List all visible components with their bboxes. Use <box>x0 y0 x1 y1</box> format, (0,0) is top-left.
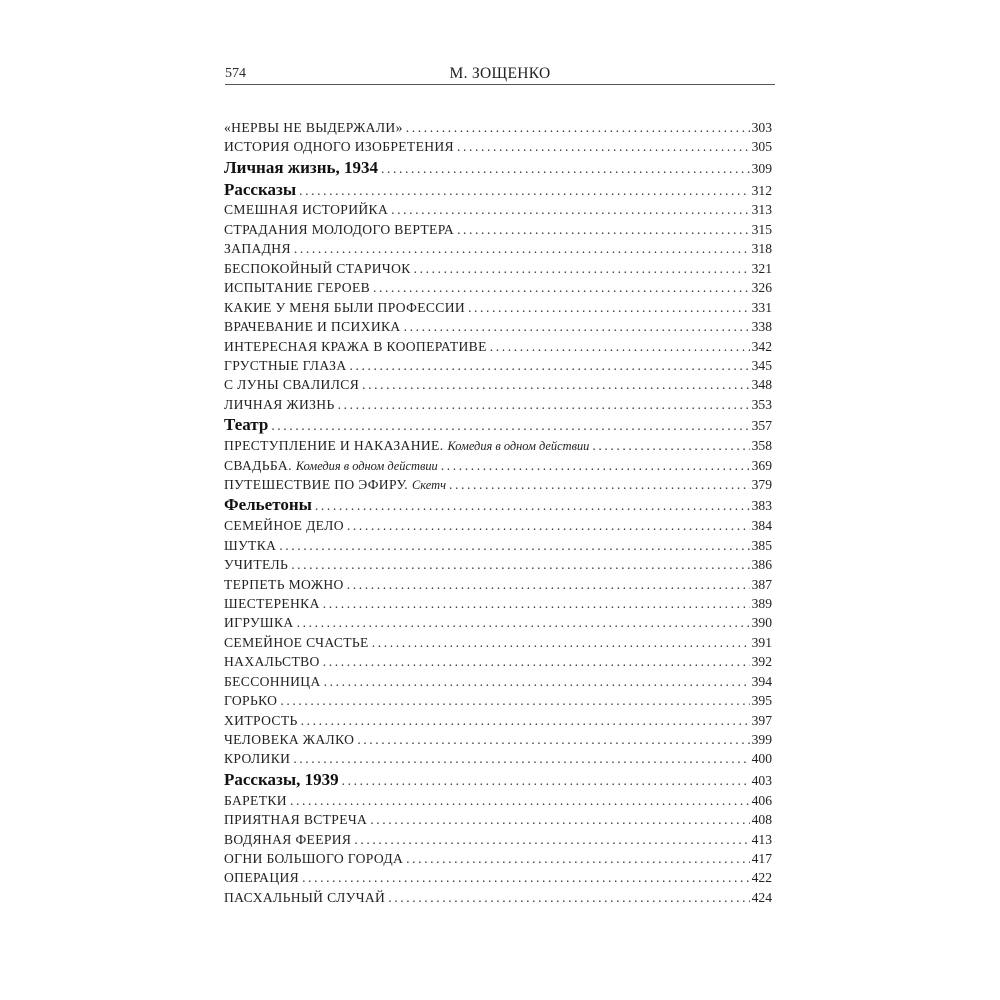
dot-leader <box>301 711 750 730</box>
toc-entry-title-text: Фельетоны <box>224 495 312 515</box>
dot-leader <box>280 691 749 710</box>
dot-leader <box>370 810 749 829</box>
dot-leader <box>457 137 750 156</box>
toc-entry-title-text: СМЕШНАЯ ИСТОРИЙКА <box>224 202 389 218</box>
toc-entry-page: 348 <box>751 377 772 393</box>
toc-entry-page: 391 <box>751 634 772 650</box>
toc-entry-title-text: ОГНИ БОЛЬШОГО ГОРОДА <box>224 850 404 866</box>
toc-entry-title <box>224 849 403 868</box>
toc-entry <box>224 278 772 297</box>
toc-entry-title-text: СЕМЕЙНОЕ СЧАСТЬЕ <box>224 634 369 650</box>
toc-entry-title <box>224 730 354 749</box>
toc-entry-page: 417 <box>751 850 772 866</box>
toc-entry-title <box>224 810 367 829</box>
toc-entry-title-text: ПРИЯТНАЯ ВСТРЕЧА <box>224 812 368 828</box>
toc-entry-page: 342 <box>751 338 772 354</box>
toc-entry-title <box>224 868 299 887</box>
dot-leader <box>271 415 749 436</box>
toc-entry-title-text: Рассказы, 1939 <box>224 769 339 789</box>
toc-entry-title-text: СЕМЕЙНОЕ ДЕЛО <box>224 518 344 534</box>
dot-leader <box>354 830 749 849</box>
toc-entry-page: 395 <box>751 693 772 709</box>
toc-entry-title <box>224 575 344 594</box>
dot-leader <box>592 436 749 455</box>
dot-leader <box>347 516 750 535</box>
toc-entry-title <box>224 888 385 907</box>
toc-entry-page: 379 <box>751 476 772 492</box>
toc-entry <box>224 691 772 710</box>
toc-entry-page: 313 <box>751 202 772 218</box>
toc-entry-title <box>224 691 277 710</box>
dot-leader <box>324 672 750 691</box>
toc-entry-title-text: ЗАПАДНЯ <box>224 241 291 257</box>
dot-leader <box>468 298 750 317</box>
toc-entry-title <box>224 456 438 475</box>
toc-entry-title <box>224 259 411 278</box>
toc-entry-title <box>224 555 288 574</box>
toc-entry-page: 424 <box>751 889 772 905</box>
toc-entry-title-text: ЧЕЛОВЕКА ЖАЛКО <box>224 732 355 747</box>
toc-entry <box>224 456 772 475</box>
toc-entry-title <box>224 830 351 849</box>
toc-entry-title-text: СТРАДАНИЯ МОЛОДОГО ВЕРТЕРА <box>224 221 455 237</box>
toc-entry-title-text: ИНТЕРЕСНАЯ КРАЖА В КООПЕРАТИВЕ <box>224 338 487 354</box>
toc-entry <box>224 436 772 455</box>
toc-entry <box>224 475 772 494</box>
toc-entry <box>224 791 772 810</box>
toc-entry-title <box>224 157 378 179</box>
toc-entry-title-text: КАКИЕ У МЕНЯ БЫЛИ ПРОФЕССИИ <box>224 299 466 315</box>
toc-entry-title-text: ВОДЯНАЯ ФЕЕРИЯ <box>224 831 352 847</box>
toc-entry-title-text: Личная жизнь, 1934 <box>224 157 379 177</box>
toc-entry-title <box>224 652 320 671</box>
toc-entry-title <box>224 395 335 414</box>
toc-entry-page: 422 <box>751 870 772 886</box>
toc-entry-title <box>224 475 446 494</box>
toc-entry-page: 315 <box>751 221 772 237</box>
dot-leader <box>490 337 750 356</box>
toc-entry <box>224 672 772 691</box>
toc-entry-page: 392 <box>751 654 772 670</box>
toc-entry <box>224 137 772 156</box>
toc-entry-subtitle: Комедия в одном действии <box>295 458 438 473</box>
dot-leader <box>391 200 749 219</box>
toc-entry-title-text: БАРЕТКИ <box>224 792 287 808</box>
toc-entry-title <box>224 414 268 436</box>
toc-entry-title-text: ШУТКА <box>224 537 277 553</box>
toc-entry <box>224 118 772 137</box>
dot-leader <box>347 575 750 594</box>
toc-entry-title-text: ПАСХАЛЬНЫЙ СЛУЧАЙ <box>224 889 386 905</box>
toc-entry-page: 406 <box>751 792 772 808</box>
dot-leader <box>299 180 749 201</box>
running-head <box>225 64 775 84</box>
dot-leader <box>406 849 749 868</box>
dot-leader <box>449 475 750 494</box>
toc-section-heading <box>224 769 772 791</box>
toc-entry-title-text: ТЕРПЕТЬ МОЖНО <box>224 576 344 592</box>
toc-entry-title <box>224 436 589 455</box>
toc-entry-title-text: ИГРУШКА <box>224 615 294 631</box>
toc-entry-page: 399 <box>751 732 772 747</box>
dot-leader <box>362 375 749 394</box>
dot-leader <box>357 730 749 749</box>
page-number: 574 <box>225 66 246 81</box>
toc-entry-page: 389 <box>751 595 772 611</box>
toc-entry-title-text: ИСТОРИЯ ОДНОГО ИЗОБРЕТЕНИЯ <box>224 139 454 155</box>
toc-entry-page: 303 <box>751 120 772 135</box>
toc-entry-title-text: НАХАЛЬСТВО <box>224 654 320 670</box>
toc-entry <box>224 575 772 594</box>
toc-entry-title-text: СВАДЬБА. <box>224 457 292 473</box>
toc-section-heading <box>224 179 772 201</box>
toc-section-heading <box>224 157 772 179</box>
toc-entry <box>224 730 772 749</box>
toc-entry-title <box>224 516 344 535</box>
toc-entry-page: 369 <box>751 457 772 473</box>
toc-entry-title-text: ПУТЕШЕСТВИЕ ПО ЭФИРУ. <box>224 476 409 492</box>
toc-entry <box>224 298 772 317</box>
toc-entry-title <box>224 791 287 810</box>
toc-entry-title-text: ЛИЧНАЯ ЖИЗНЬ <box>224 396 335 412</box>
dot-leader <box>279 536 749 555</box>
toc-entry-title <box>224 337 487 356</box>
dot-leader <box>323 594 750 613</box>
toc-entry-title <box>224 118 403 137</box>
toc-entry-page: 397 <box>751 712 772 728</box>
toc-entry <box>224 555 772 574</box>
dot-leader <box>388 888 749 907</box>
toc-entry-title <box>224 711 298 730</box>
toc-entry-title <box>224 137 454 156</box>
toc-entry-title-text: КРОЛИКИ <box>224 751 291 767</box>
toc-entry-page: 358 <box>751 438 772 454</box>
dot-leader <box>294 239 750 258</box>
toc-entry-title <box>224 494 312 516</box>
toc-entry-title-text: ВРАЧЕВАНИЕ И ПСИХИКА <box>224 319 401 335</box>
toc-entry-title-text: Рассказы <box>224 179 297 199</box>
running-head-author: М. ЗОЩЕНКО <box>449 65 551 82</box>
toc-entry-title-text: С ЛУНЫ СВАЛИЛСЯ <box>224 377 360 393</box>
toc-entry-page: 384 <box>751 518 772 534</box>
dot-leader <box>372 633 750 652</box>
dot-leader <box>342 770 750 791</box>
toc-entry-page: 386 <box>751 557 772 573</box>
toc-entry-page: 383 <box>751 498 772 514</box>
toc-entry-title <box>224 179 296 201</box>
dot-leader <box>381 158 750 179</box>
toc-entry-title <box>224 672 321 691</box>
toc-entry <box>224 594 772 613</box>
toc-entry-title <box>224 220 454 239</box>
toc-entry-page: 394 <box>751 673 772 689</box>
toc-entry <box>224 633 772 652</box>
dot-leader <box>315 495 750 516</box>
toc-entry-page: 326 <box>751 280 772 296</box>
toc-entry-title-text: ГОРЬКО <box>224 693 278 709</box>
dot-leader <box>414 259 750 278</box>
toc-entry-title-text: ИСПЫТАНИЕ ГЕРОЕВ <box>224 280 371 296</box>
toc-entry-page: 385 <box>751 537 772 553</box>
toc-entry-page: 338 <box>751 319 772 335</box>
toc-entry <box>224 220 772 239</box>
toc-entry-title-text: ОПЕРАЦИЯ <box>224 870 300 886</box>
toc-entry-title-text: БЕСПОКОЙНЫЙ СТАРИЧОК <box>224 260 411 276</box>
dot-leader <box>338 395 750 414</box>
toc-entry-page: 312 <box>751 182 772 198</box>
toc-entry-title <box>224 594 320 613</box>
toc-entry-title-text: БЕССОННИЦА <box>224 673 321 689</box>
dot-leader <box>297 613 750 632</box>
toc-entry-title <box>224 749 290 768</box>
toc-entry <box>224 888 772 907</box>
toc-entry-page: 357 <box>751 418 772 434</box>
dot-leader <box>441 456 750 475</box>
toc-entry-title-text: УЧИТЕЛЬ <box>224 557 289 573</box>
toc-entry-title-text: ГРУСТНЫЕ ГЛАЗА <box>224 357 347 373</box>
toc-entry <box>224 200 772 219</box>
toc-entry-title-text: ХИТРОСТЬ <box>224 712 298 728</box>
toc-entry <box>224 849 772 868</box>
toc-entry-page: 331 <box>751 299 772 315</box>
toc-entry-title <box>224 356 347 375</box>
toc-entry-page: 321 <box>751 260 772 276</box>
dot-leader <box>373 278 750 297</box>
toc-entry <box>224 375 772 394</box>
dot-leader <box>290 791 750 810</box>
header-rule <box>225 84 775 85</box>
toc-entry-title-text: ПРЕСТУПЛЕНИЕ И НАКАЗАНИЕ. <box>224 438 444 454</box>
toc-entry-subtitle: Комедия в одном действии <box>447 439 590 454</box>
toc-entry-page: 400 <box>751 751 772 767</box>
dot-leader <box>323 652 750 671</box>
toc-entry-title <box>224 239 291 258</box>
toc-entry-title-text: «НЕРВЫ НЕ ВЫДЕРЖАЛИ» <box>224 120 403 135</box>
toc-entry <box>224 516 772 535</box>
toc-entry-title <box>224 200 388 219</box>
toc-entry <box>224 868 772 887</box>
toc-entry <box>224 652 772 671</box>
toc-entry-title <box>224 278 370 297</box>
dot-leader <box>302 868 750 887</box>
toc-entry <box>224 317 772 336</box>
toc-entry-page: 408 <box>751 812 772 828</box>
toc-entry <box>224 749 772 768</box>
toc-entry-page: 403 <box>751 772 772 788</box>
toc-entry-page: 353 <box>751 396 772 412</box>
dot-leader <box>291 555 749 574</box>
toc-entry-title <box>224 613 294 632</box>
table-of-contents <box>224 118 772 907</box>
toc-entry <box>224 830 772 849</box>
toc-entry-title <box>224 375 359 394</box>
toc-entry-page: 345 <box>751 357 772 373</box>
toc-section-heading <box>224 414 772 436</box>
dot-leader <box>457 220 750 239</box>
toc-section-heading <box>224 494 772 516</box>
toc-entry-title <box>224 298 465 317</box>
toc-entry <box>224 613 772 632</box>
dot-leader <box>293 749 749 768</box>
toc-entry-page: 318 <box>751 241 772 257</box>
toc-entry-title <box>224 317 401 336</box>
toc-entry-title <box>224 769 339 791</box>
toc-entry-title-text: ШЕСТЕРЕНКА <box>224 595 320 611</box>
toc-entry-page: 305 <box>751 139 772 155</box>
dot-leader <box>406 118 750 137</box>
toc-entry-title <box>224 633 369 652</box>
toc-entry <box>224 536 772 555</box>
toc-entry <box>224 259 772 278</box>
toc-entry-page: 390 <box>751 615 772 631</box>
toc-entry <box>224 810 772 829</box>
toc-entry-page: 387 <box>751 576 772 592</box>
toc-entry-page: 413 <box>751 831 772 847</box>
toc-entry <box>224 337 772 356</box>
toc-entry <box>224 395 772 414</box>
toc-entry-title-text: Театр <box>224 415 269 435</box>
toc-entry-title <box>224 536 276 555</box>
dot-leader <box>350 356 750 375</box>
toc-entry-subtitle: Скетч <box>412 477 446 492</box>
toc-entry-page: 309 <box>751 160 772 176</box>
toc-entry <box>224 356 772 375</box>
toc-entry <box>224 239 772 258</box>
dot-leader <box>404 317 750 336</box>
toc-entry <box>224 711 772 730</box>
